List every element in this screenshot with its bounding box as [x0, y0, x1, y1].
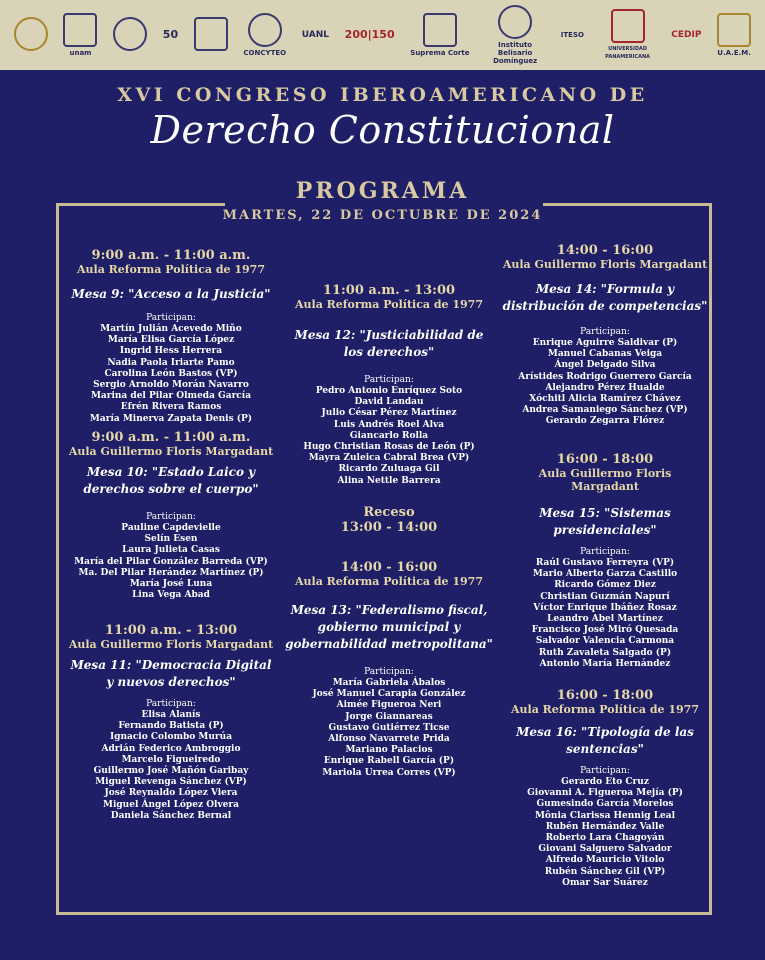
session-time: 14:00 - 16:00	[340, 560, 438, 575]
participants-label: Participan:	[146, 699, 196, 709]
session-mesa-15	[500, 452, 710, 670]
participant: Martín Julián Acevedo Miño	[100, 324, 242, 334]
participant: Mônia Clarissa Hennig Leal	[534, 810, 676, 821]
participant: Adrián Federico Ambroggio	[101, 743, 241, 754]
participant: Jorge Giannareas	[345, 711, 433, 722]
participant: Mayra Zuleica Cabral Brea (VP)	[308, 453, 470, 464]
participant: Arístides Rodrigo Guerrero García	[518, 371, 692, 382]
session-title: Mesa 10: "Estado Laico y derechos sobre el cuerpo"	[83, 465, 259, 496]
participant: Pauline Capdevielle	[121, 523, 221, 533]
bicentenario-icon: 200|150	[344, 28, 395, 41]
participant: Nadia Paola Iriarte Pamo	[107, 357, 235, 368]
session-mesa-13	[282, 560, 496, 779]
participant: Julio César Pérez Martínez	[321, 408, 457, 419]
session-mesa-12	[282, 283, 496, 487]
participant: Mariola Urrea Corres (VP)	[322, 767, 456, 778]
participant: Manuel Cabanas Veiga	[547, 349, 663, 360]
session-time: 16:00 - 18:00	[556, 452, 654, 467]
participant: Ricardo Gómez Diez	[554, 580, 656, 591]
unam-seal-icon	[14, 17, 48, 53]
uanl-icon: UANL	[301, 30, 330, 40]
receso-time: 13:00 - 14:00	[340, 520, 438, 535]
participant: Roberto Lara Chagoyán	[545, 833, 665, 844]
session-mesa-9	[62, 248, 280, 425]
participant: María del Pilar González Barreda (VP)	[74, 556, 268, 567]
participant: Daniela Sánchez Bernal	[110, 810, 232, 821]
congress-heading: XVI CONGRESO IBEROAMERICANO DE	[117, 84, 648, 106]
participants-list	[282, 678, 496, 779]
session-mesa-16	[500, 688, 710, 889]
session-room: Aula Reforma Política de 1977	[295, 575, 483, 588]
participant: María Gabriela Ábalos	[332, 678, 446, 688]
participant: Mario Alberto Garza Castillo	[532, 569, 678, 580]
participant: Aimée Figueroa Neri	[336, 700, 442, 711]
participants-list	[62, 523, 280, 601]
session-room: Aula Guillermo Floris Margadant	[538, 467, 672, 493]
session-mesa-10	[62, 430, 280, 601]
participant: Gumesindo García Morelos	[536, 799, 674, 810]
suprema-corte-icon: Suprema Corte	[410, 13, 469, 57]
participant: Hugo Christian Rosas de León (P)	[303, 442, 475, 453]
program-date: MARTES, 22 DE OCTUBRE DE 2024	[222, 208, 543, 223]
participants-list	[500, 558, 710, 670]
session-time: 9:00 a.m. - 11:00 a.m.	[91, 248, 251, 263]
participant: José Manuel Carapia González	[312, 689, 466, 700]
session-room: Aula Guillermo Floris Margadant	[68, 638, 274, 651]
participant: María José Luna	[129, 579, 213, 590]
participants-list	[282, 386, 496, 487]
participant: Raúl Gustavo Ferreyra (VP)	[535, 558, 675, 568]
belisario-dominguez-icon: Instituto Belisario Domínguez	[485, 5, 545, 65]
session-mesa-14	[500, 243, 710, 428]
participant: Gerardo Eto Cruz	[561, 777, 649, 787]
session-room: Aula Guillermo Floris Margadant	[68, 445, 274, 458]
participant: Enrique Rabell García (P)	[323, 756, 455, 767]
participant: Selín Esen	[144, 534, 198, 545]
participant: Luis Andrés Roel Alva	[333, 419, 445, 430]
receso-block	[282, 505, 496, 535]
session-title: Mesa 12: "Justiciabilidad de los derechos"	[294, 328, 484, 359]
session-room: Aula Guillermo Floris Margadant	[502, 258, 708, 271]
participant: Ingrid Hess Herrera	[119, 346, 223, 357]
session-time: 11:00 a.m. - 13:00	[104, 623, 238, 638]
participants-list	[62, 710, 280, 822]
participant: Miguel Revenga Sánchez (VP)	[95, 777, 247, 788]
participant: Marcelo Figueiredo	[121, 754, 221, 765]
participant: Rubén Sánchez Gil (VP)	[544, 866, 666, 877]
fifty-years-icon: 50	[162, 28, 179, 41]
participant: Antonio María Hernández	[539, 658, 671, 669]
participants-label: Participan:	[364, 375, 414, 385]
program-heading: PROGRAMA	[295, 178, 470, 204]
participant: Ruth Zavaleta Salgado (P)	[538, 647, 672, 658]
participant: Giovani Salguero Salvador	[538, 844, 672, 855]
session-time: 9:00 a.m. - 11:00 a.m.	[91, 430, 251, 445]
participant: Rubén Hernández Valle	[545, 821, 665, 832]
participant: Enrique Aguirre Saldivar (P)	[532, 338, 678, 348]
session-title: Mesa 14: "Formula y distribución de competencias"	[502, 282, 708, 313]
participant: Ma. Del Pilar Herández Martínez (P)	[78, 567, 264, 578]
participant: Francisco José Miró Quesada	[531, 625, 679, 636]
participant: Gustavo Gutiérrez Ticse	[328, 722, 450, 733]
participant: Víctor Enrique Ibáñez Rosaz	[533, 602, 677, 613]
congress-title-script: Derecho Constitucional	[150, 108, 615, 152]
participants-list	[500, 338, 710, 428]
session-time: 14:00 - 16:00	[556, 243, 654, 258]
session-title: Mesa 13: "Federalismo fiscal, gobierno municipal y gobernabilidad metropolitana"	[285, 603, 493, 651]
participant: Christian Guzmán Napurí	[540, 591, 670, 602]
iij-unam-icon: unam	[63, 13, 97, 57]
participant: Leandro Abel Martínez	[547, 614, 663, 625]
participant: Andrea Samaniego Sánchez (VP)	[522, 405, 688, 416]
session-title: Mesa 15: "Sistemas presidenciales"	[539, 506, 671, 537]
sponsor-logo-bar	[0, 0, 765, 70]
session-title: Mesa 16: "Tipología de las sentencias"	[516, 725, 694, 756]
instituto-constitucional-icon	[194, 17, 228, 53]
participants-label: Participan:	[146, 512, 196, 522]
participant: José Reynaldo López Viera	[104, 788, 238, 799]
panamericana-icon: UNIVERSIDAD PANAMERICANA	[600, 9, 656, 61]
uaem-icon: U.A.E.M.	[717, 13, 751, 57]
receso-title: Receso	[363, 505, 415, 520]
participant: Ángel Delgado Silva	[554, 360, 656, 371]
participant: Guillermo José Mañón Garibay	[93, 766, 249, 777]
participant: Carolina León Bastos (VP)	[104, 368, 238, 379]
participant: Salvador Valencia Carmona	[535, 636, 675, 647]
participants-label: Participan:	[364, 667, 414, 677]
participant: Efrén Rivera Ramos	[120, 402, 222, 413]
participant: Xóchitl Alicia Ramírez Chávez	[529, 394, 681, 405]
session-mesa-11	[62, 623, 280, 822]
participant: Giovanni A. Figueroa Mejía (P)	[527, 788, 683, 799]
session-title: Mesa 11: "Democracia Digital y nuevos derechos"	[70, 658, 272, 689]
participants-list	[500, 777, 710, 889]
participants-label: Participan:	[146, 313, 196, 323]
session-room: Aula Reforma Política de 1977	[511, 703, 699, 716]
participant: Elisa Alanís	[141, 710, 201, 720]
participant: María Minerva Zapata Denis (P)	[89, 413, 253, 424]
session-time: 16:00 - 18:00	[556, 688, 654, 703]
participant: Mariano Palacios	[345, 745, 433, 756]
participant: Laura Julieta Casas	[122, 545, 220, 556]
participant: Miguel Ángel López Olvera	[103, 799, 239, 810]
participant: Pedro Antonio Enríquez Soto	[315, 386, 463, 396]
participant: Ricardo Zuluaga Gil	[338, 464, 440, 475]
session-title: Mesa 9: "Acceso a la Justicia"	[71, 287, 271, 301]
participant: David Landau	[354, 397, 424, 408]
session-time: 11:00 a.m. - 13:00	[322, 283, 456, 298]
participant: Fernando Batista (P)	[118, 721, 224, 732]
participant: Giancarlo Rolla	[349, 430, 429, 441]
participant: Ignacio Colombo Murúa	[109, 732, 233, 743]
participant: Alejandro Pérez Hualde	[545, 382, 665, 393]
participant: Alina Nettle Barrera	[337, 475, 441, 486]
participant: Omar Sar Suárez	[562, 877, 648, 888]
participants-label: Participan:	[580, 547, 630, 557]
cedip-icon: CEDIP	[671, 30, 702, 40]
participant: Marina del Pilar Olmeda García	[90, 391, 252, 402]
participant: Lina Vega Abad	[132, 590, 210, 601]
participant: Sergio Arnoldo Morán Navarro	[93, 380, 249, 391]
session-room: Aula Reforma Política de 1977	[295, 298, 483, 311]
participant: Gerardo Zegarra Flórez	[545, 416, 665, 427]
participant: María Elisa García López	[107, 335, 235, 346]
participants-label: Participan:	[580, 327, 630, 337]
conacyt-icon: CONCYTEO	[243, 13, 286, 57]
participants-label: Participan:	[580, 766, 630, 776]
iteso-icon: ITESO	[560, 31, 584, 39]
participant: Alfredo Mauricio Vitolo	[545, 855, 665, 866]
session-room: Aula Reforma Política de 1977	[77, 263, 265, 276]
participant: Alfonso Navarrete Prida	[328, 734, 450, 745]
participants-list	[62, 324, 280, 425]
institute-icon	[113, 17, 147, 53]
